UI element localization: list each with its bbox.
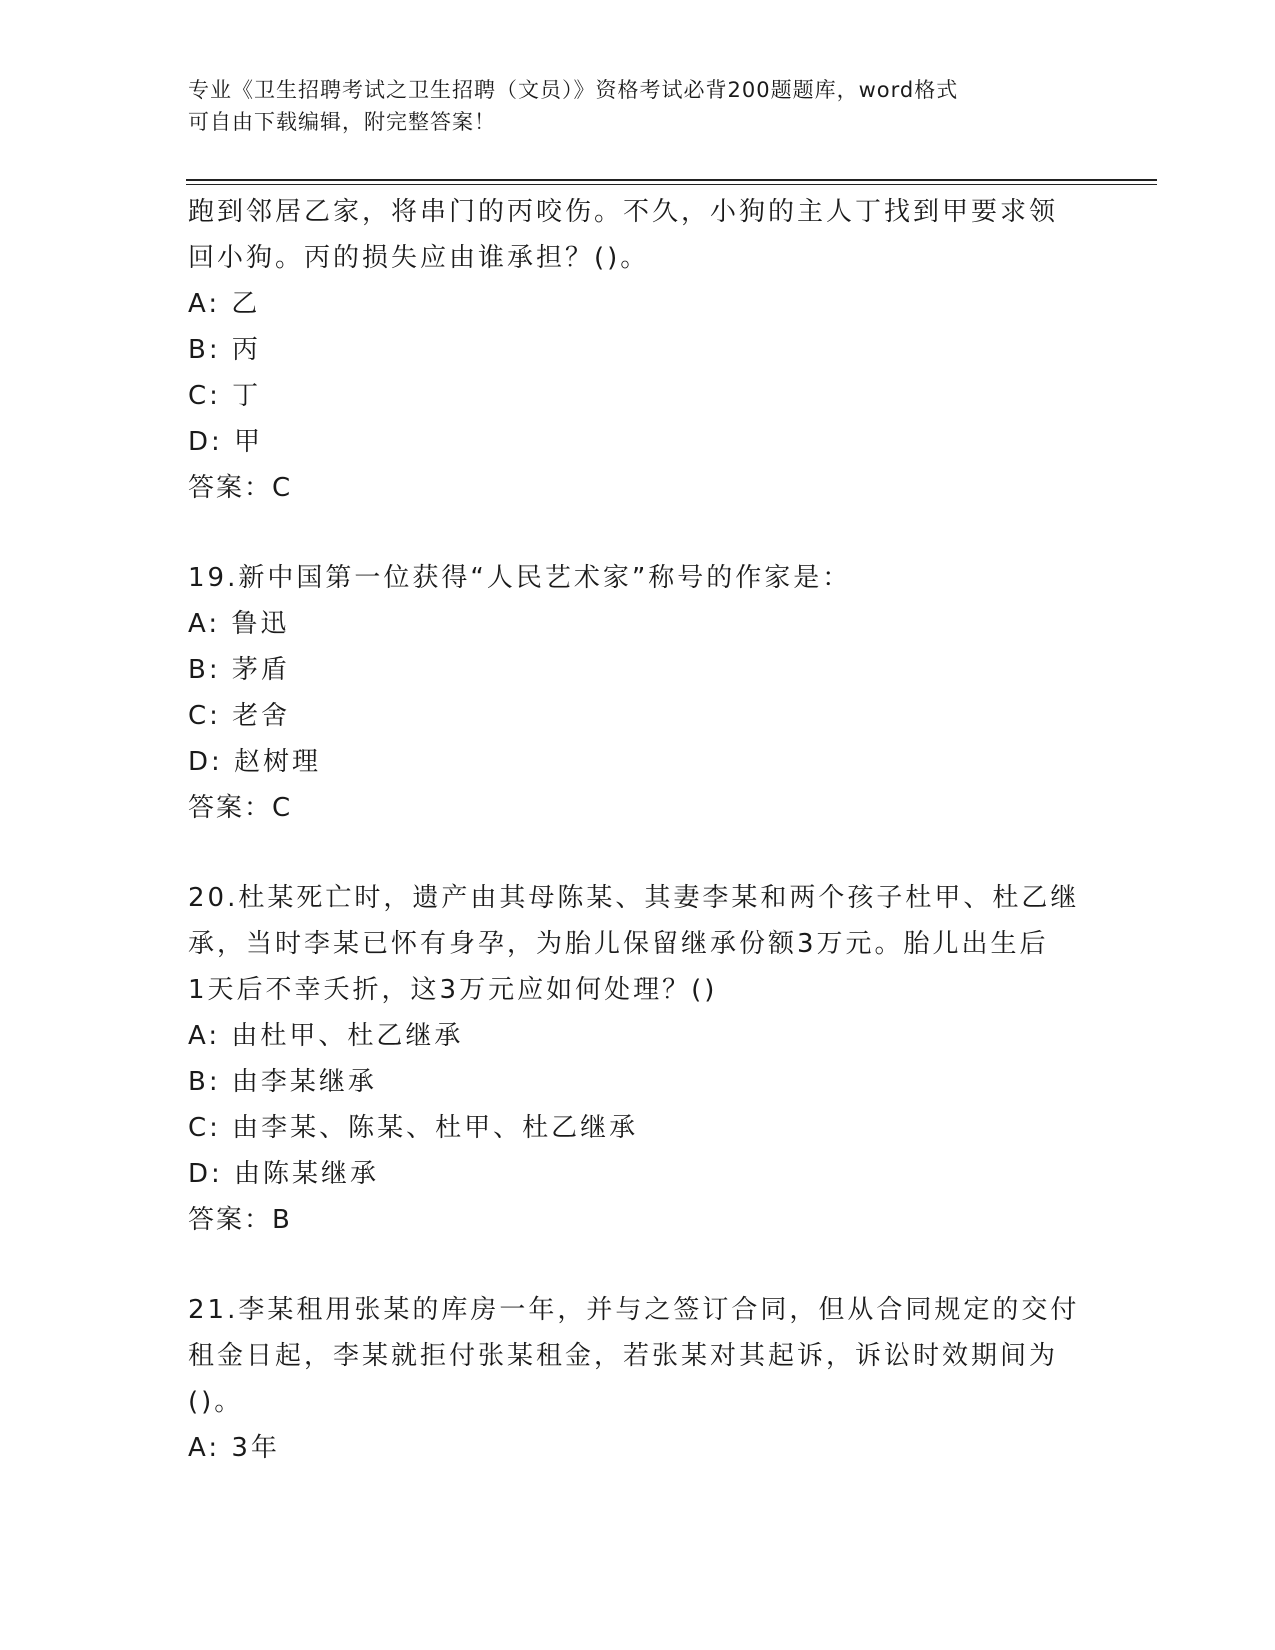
question-stem-line: 19.新中国第一位获得“人民艺术家”称号的作家是： (188, 563, 852, 593)
answer: 答案：B (188, 1205, 292, 1235)
option-b: B: 由李某继承 (188, 1067, 377, 1097)
spacer (188, 831, 1088, 875)
question-19 (188, 555, 1088, 831)
header-line-2: 可自由下载编辑，附完整答案！ (188, 110, 496, 134)
option-a: A: 3年 (188, 1433, 280, 1463)
answer: 答案：C (188, 473, 293, 503)
question-stem-line: 回小狗。丙的损失应由谁承担？()。 (188, 243, 650, 273)
question-21 (188, 1287, 1088, 1471)
question-stem-line: 20.杜某死亡时，遗产由其母陈某、其妻李某和两个孩子杜甲、杜乙继 (188, 883, 1080, 913)
question-18 (188, 189, 1088, 511)
question-list (188, 189, 1088, 1471)
question-stem-line: 1天后不幸夭折，这3万元应如何处理？() (188, 975, 718, 1005)
question-stem-line: 租金日起，李某就拒付张某租金，若张某对其起诉，诉讼时效期间为 (188, 1341, 1059, 1371)
option-d: D: 甲 (188, 427, 264, 457)
header-divider-thick (186, 179, 1157, 181)
spacer (188, 1243, 1088, 1287)
option-b: B: 茅盾 (188, 655, 290, 685)
option-d: D: 由陈某继承 (188, 1159, 380, 1189)
option-c: C: 老舍 (188, 701, 291, 731)
option-c: C: 丁 (188, 381, 262, 411)
option-c: C: 由李某、陈某、杜甲、杜乙继承 (188, 1113, 639, 1143)
option-b: B: 丙 (188, 335, 261, 365)
answer: 答案：C (188, 793, 293, 823)
question-20 (188, 875, 1088, 1243)
option-a: A: 鲁迅 (188, 609, 290, 639)
header-line-1: 专业《卫生招聘考试之卫生招聘（文员）》资格考试必背200题题库，word格式 (188, 78, 959, 102)
question-stem-line: 21.李某租用张某的库房一年，并与之签订合同，但从合同规定的交付 (188, 1295, 1080, 1325)
option-d: D: 赵树理 (188, 747, 322, 777)
question-stem-line: ()。 (188, 1387, 244, 1417)
header-divider-thin (186, 184, 1157, 185)
spacer (188, 511, 1088, 555)
document-header (188, 74, 1068, 138)
option-a: A: 由杜甲、杜乙继承 (188, 1021, 464, 1051)
option-a: A: 乙 (188, 289, 261, 319)
question-stem-line: 承，当时李某已怀有身孕，为胎儿保留继承份额3万元。胎儿出生后 (188, 929, 1049, 959)
question-stem-line: 跑到邻居乙家，将串门的丙咬伤。不久，小狗的主人丁找到甲要求领 (188, 197, 1059, 227)
